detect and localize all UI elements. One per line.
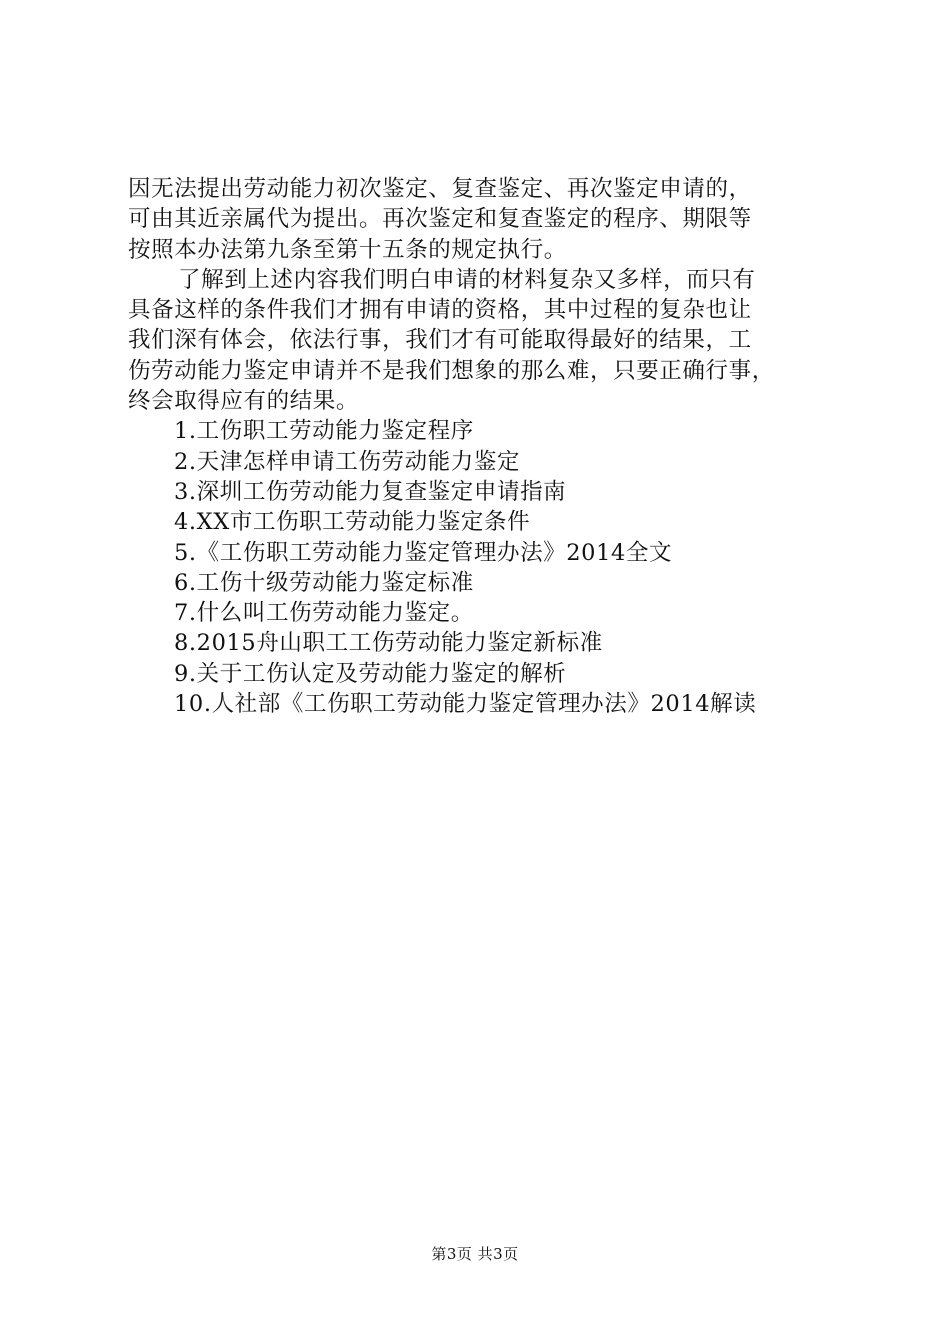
- text-line: 因无法提出劳动能力初次鉴定、复查鉴定、再次鉴定申请的，: [128, 176, 752, 202]
- page-footer: [0, 1244, 950, 1264]
- text-line: 了解到上述内容我们明白申请的材料复杂又多样，而只有: [178, 266, 756, 293]
- text-line: 按照本办法第九条至第十五条的规定执行。: [128, 236, 567, 263]
- list-item: 8.2015舟山职工工伤劳动能力鉴定新标准: [174, 630, 603, 657]
- document-body: [128, 174, 828, 719]
- list-item: 4.XX市工伤职工劳动能力鉴定条件: [174, 509, 531, 536]
- list-item: 5.《工伤职工劳动能力鉴定管理办法》2014全文: [174, 539, 673, 566]
- text-line: 可由其近亲属代为提出。再次鉴定和复查鉴定的程序、期限等: [128, 206, 752, 233]
- list-item: 3.深圳工伤劳动能力复查鉴定申请指南: [174, 478, 567, 505]
- text-line: 伤劳动能力鉴定申请并不是我们想象的那么难，只要正确行事，: [128, 357, 775, 384]
- related-articles-list: [128, 416, 828, 719]
- text-line: 具备这样的条件我们才拥有申请的资格，其中过程的复杂也让: [128, 297, 752, 324]
- list-item: 7.什么叫工伤劳动能力鉴定。: [174, 600, 474, 627]
- list-item: 9.关于工伤认定及劳动能力鉴定的解析: [174, 660, 567, 687]
- text-line: 终会取得应有的结果。: [128, 388, 360, 415]
- list-item: 1.工伤职工劳动能力鉴定程序: [174, 418, 474, 445]
- text-line: 我们深有体会，依法行事，我们才有可能取得最好的结果，工: [128, 327, 752, 354]
- list-item: 2.天津怎样申请工伤劳动能力鉴定: [174, 448, 521, 475]
- paragraph-continuation: [128, 174, 828, 265]
- list-item: 10.人社部《工伤职工劳动能力鉴定管理办法》2014解读: [174, 691, 757, 718]
- page-number: 第3页 共3页: [431, 1245, 519, 1263]
- paragraph-conclusion: [128, 265, 828, 416]
- list-item: 6.工伤十级劳动能力鉴定标准: [174, 569, 474, 596]
